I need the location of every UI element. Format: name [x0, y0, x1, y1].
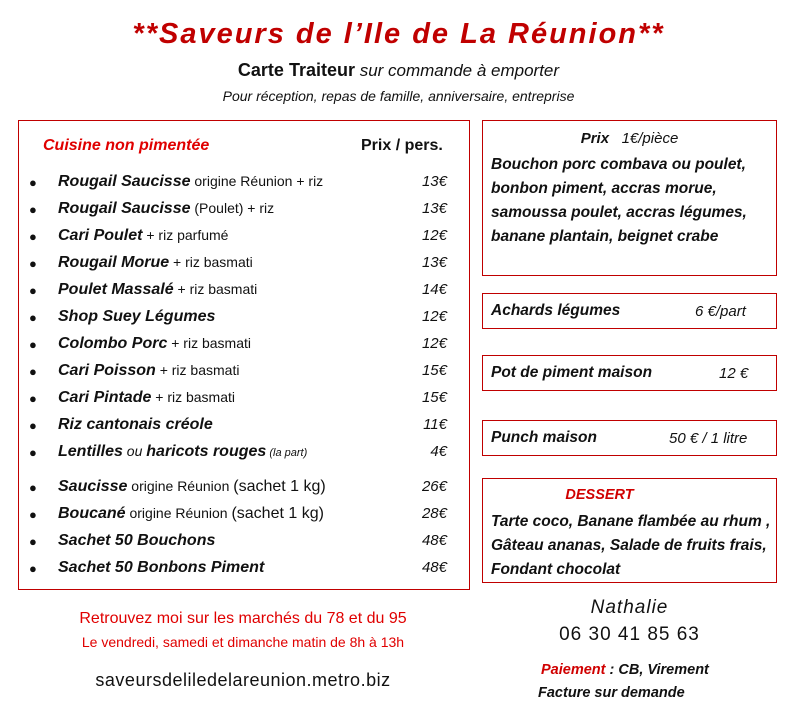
item-detail: + riz basmati [173, 281, 258, 297]
subtitle-bold: Carte Traiteur [237, 60, 355, 80]
dessert-box [482, 478, 777, 583]
list-item [27, 308, 467, 335]
bouchons-text: Bouchon porc combava ou poulet, bonbon piment, accras morue, samoussa poulet, accras légumes, banane plantain, beignet crabe [491, 156, 747, 245]
bullet-icon: ● [29, 229, 37, 244]
list-item [27, 362, 467, 389]
list-item [27, 478, 467, 505]
item-price: 12€ [421, 308, 447, 325]
punch-label: Punch maison [491, 429, 597, 446]
item-price: 12€ [421, 227, 447, 244]
item-detail: + riz basmati [167, 335, 251, 351]
item-price: 13€ [421, 173, 447, 190]
hours-text: Le vendredi, samedi et dimanche matin de 8h à 13h [81, 634, 405, 650]
item-note: (la part) [266, 447, 308, 459]
item-detail: + riz basmati [155, 362, 240, 378]
item-name: Sachet 50 Bonbons Piment [58, 559, 265, 576]
achards-box [482, 293, 777, 329]
owner-name: Nathalie [590, 597, 669, 618]
bullet-icon: ● [29, 364, 37, 379]
item-detail: + riz basmati [151, 389, 235, 405]
item-name: Boucané [58, 505, 126, 522]
list-item [27, 443, 467, 470]
menu-list [27, 173, 467, 586]
list-item [27, 505, 467, 532]
list-item [27, 532, 467, 559]
item-name: Cari Pintade [58, 389, 152, 406]
item-name: Colombo Porc [58, 335, 168, 352]
bouchons-heading [483, 130, 776, 147]
item-name: Rougail Morue [58, 254, 170, 271]
item-price: 15€ [421, 389, 447, 406]
list-item [27, 389, 467, 416]
bullet-icon: ● [29, 310, 37, 325]
achards-price: 6 €/part [695, 303, 746, 320]
item-detail: origine Réunion + riz [190, 173, 324, 189]
menu-price-heading: Prix / pers. [361, 137, 443, 154]
item-detail: + riz basmati [169, 254, 253, 270]
item-detail: origine Réunion [127, 478, 234, 494]
item-name: Cari Poisson [58, 362, 156, 379]
bullet-icon: ● [29, 202, 37, 217]
bullet-icon: ● [29, 480, 37, 495]
punch-price: 50 € / 1 litre [669, 430, 748, 447]
item-price: 13€ [421, 200, 447, 217]
payment-label: Paiement [541, 662, 606, 678]
website-link[interactable]: saveursdeliledelareunion.metro.biz [95, 670, 391, 690]
bullet-icon: ● [29, 283, 37, 298]
subtitle [0, 60, 797, 81]
item-name: Riz cantonais créole [58, 416, 213, 433]
item-price: 48€ [421, 532, 447, 549]
item-price: 15€ [421, 362, 447, 379]
item-name: Poulet Massalé [58, 281, 174, 298]
subtitle-rest: sur commande à emporter [354, 61, 560, 80]
markets-text: Retrouvez moi sur les marchés du 78 et du 95 [79, 610, 407, 627]
item-detail: (Poulet) + riz [190, 200, 275, 216]
bullet-icon: ● [29, 256, 37, 271]
list-item [27, 335, 467, 362]
menu-box [18, 120, 470, 590]
page-title: **Saveurs de l’Ile de La Réunion** [132, 18, 665, 50]
bullet-icon: ● [29, 175, 37, 190]
dessert-heading: DESSERT [565, 487, 634, 503]
item-unit: (sachet 1 kg) [231, 505, 324, 522]
bullet-icon: ● [29, 391, 37, 406]
item-price: 13€ [421, 254, 447, 271]
list-item [27, 416, 467, 443]
item-price: 11€ [423, 416, 447, 433]
bouchons-box [482, 120, 777, 276]
bullet-icon: ● [29, 445, 37, 460]
list-item [27, 559, 467, 586]
item-name: Cari Poulet [58, 227, 143, 244]
item-price: 14€ [421, 281, 447, 298]
bullet-icon: ● [29, 507, 37, 522]
item-detail: origine Réunion [125, 505, 232, 521]
bouchons-price: 1€/pièce [621, 130, 679, 147]
item-name: Lentilles [58, 443, 123, 460]
item-name: Sachet 50 Bouchons [58, 532, 216, 549]
list-item [27, 173, 467, 200]
item-price: 12€ [421, 335, 447, 352]
item-name: Rougail Saucisse [58, 173, 191, 190]
bullet-icon: ● [29, 561, 37, 576]
bullet-icon: ● [29, 534, 37, 549]
bouchons-label: Prix [580, 130, 610, 147]
item-name: Saucisse [58, 478, 128, 495]
owner-phone[interactable]: 06 30 41 85 63 [559, 624, 700, 645]
bullet-icon: ● [29, 337, 37, 352]
item-price: 4€ [430, 443, 447, 460]
item-connector: ou [122, 443, 147, 459]
item-unit: (sachet 1 kg) [233, 478, 326, 495]
piment-box [482, 355, 777, 391]
item-detail: + riz parfumé [142, 227, 229, 243]
list-item [27, 254, 467, 281]
tagline: Pour réception, repas de famille, anniversaire, entreprise [222, 88, 575, 104]
list-item [27, 227, 467, 254]
item-price: 26€ [421, 478, 447, 495]
achards-label: Achards légumes [491, 302, 621, 319]
punch-box [482, 420, 777, 456]
piment-price: 12 € [719, 365, 749, 382]
item-price: 28€ [421, 505, 447, 522]
dessert-text: Tarte coco, Banane flambée au rhum , Gâteau ananas, Salade de fruits frais, Fondant chocolat [491, 513, 771, 578]
item-name: Rougail Saucisse [58, 200, 191, 217]
menu-heading: Cuisine non pimentée [43, 137, 210, 154]
piment-label: Pot de piment maison [491, 364, 653, 381]
payment-info [541, 662, 709, 678]
bullet-icon: ● [29, 418, 37, 433]
list-item [27, 200, 467, 227]
item-price: 48€ [421, 559, 447, 576]
invoice-text: Facture sur demande [538, 685, 685, 701]
item-name-2: haricots rouges [146, 443, 267, 460]
payment-value: : CB, Virement [605, 662, 709, 678]
item-name: Shop Suey Légumes [58, 308, 216, 325]
list-item [27, 281, 467, 308]
